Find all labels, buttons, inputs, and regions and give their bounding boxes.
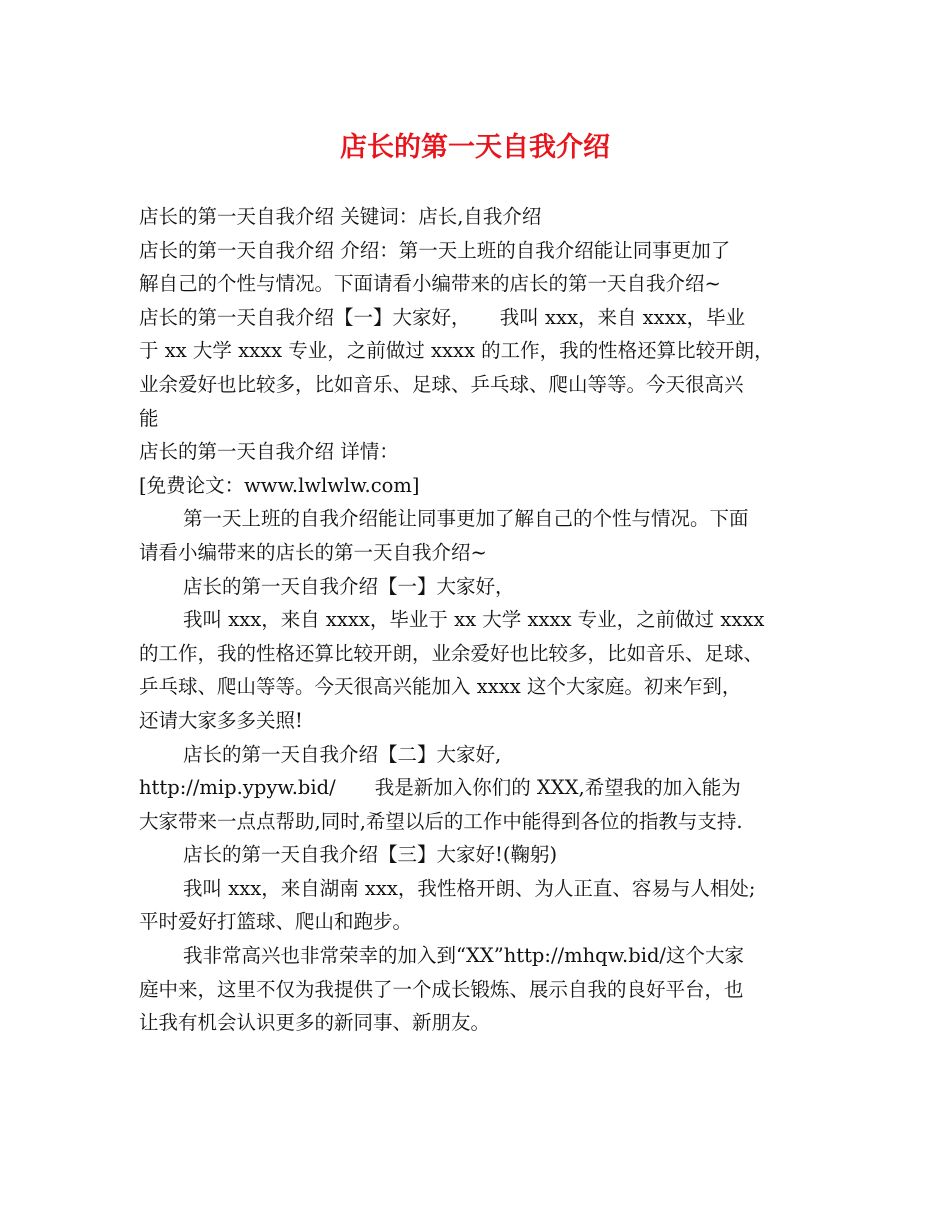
text-line: 让我有机会认识更多的新同事、新朋友。 (139, 1011, 491, 1035)
text-line: 乒乓球、爬山等等。今天很高兴能加入 xxxx 这个大家庭。初来乍到， (139, 675, 742, 699)
text-line: 店长的第一天自我介绍 详情： (139, 440, 399, 464)
document-body (139, 200, 839, 1040)
text-line: 业余爱好也比较多，比如音乐、足球、乒乓球、爬山等等。今天很高兴 (139, 372, 744, 396)
text-line: http://mip.ypyw.bid/ 我是新加入你们的 XXX,希望我的加入能为 (139, 776, 741, 800)
text-line: 能 (139, 406, 159, 430)
text-line: 我叫 xxx，来自 xxxx，毕业于 xx 大学 xxxx 专业，之前做过 xxxx (183, 608, 765, 632)
text-line: 第一天上班的自我介绍能让同事更加了解自己的个性与情况。下面 (183, 507, 749, 531)
text-line: 店长的第一天自我介绍 关键词：店长,自我介绍 (139, 205, 542, 228)
document-title: 店长的第一天自我介绍 (340, 132, 610, 163)
text-line: 平时爱好打篮球、爬山和跑步。 (139, 910, 413, 934)
text-line: 解自己的个性与情况。下面请看小编带来的店长的第一天自我介绍~ (139, 272, 721, 296)
text-line: 请看小编带来的店长的第一天自我介绍~ (139, 540, 487, 564)
text-line: 店长的第一天自我介绍 介绍：第一天上班的自我介绍能让同事更加了 (139, 238, 731, 262)
text-line: 于 xx 大学 xxxx 专业，之前做过 xxxx 的工作，我的性格还算比较开朗， (139, 339, 774, 363)
text-line: 大家带来一点点帮助,同时,希望以后的工作中能得到各位的指教与支持. (139, 809, 743, 833)
text-line: 还请大家多多关照! (139, 708, 303, 732)
text-line: 庭中来，这里不仅为我提供了一个成长锻炼、展示自我的良好平台，也 (139, 977, 744, 1001)
text-line: 我叫 xxx，来自湖南 xxx，我性格开朗、为人正直、容易与人相处; (183, 876, 756, 900)
text-line: 店长的第一天自我介绍【一】大家好， 我叫 xxx，来自 xxxx，毕业 (139, 305, 746, 329)
text-line: 的工作，我的性格还算比较开朗，业余爱好也比较多，比如音乐、足球、 (139, 641, 764, 665)
text-line: 店长的第一天自我介绍【二】大家好, (183, 742, 502, 766)
text-line: 店长的第一天自我介绍【三】大家好!(鞠躬) (183, 843, 558, 867)
text-line: 店长的第一天自我介绍【一】大家好， (183, 574, 515, 598)
text-line: 我非常高兴也非常荣幸的加入到“XX”http://mhqw.bid/这个大家 (183, 944, 745, 968)
text-line: [免费论文：www.lwlwlw.com] (139, 473, 420, 497)
